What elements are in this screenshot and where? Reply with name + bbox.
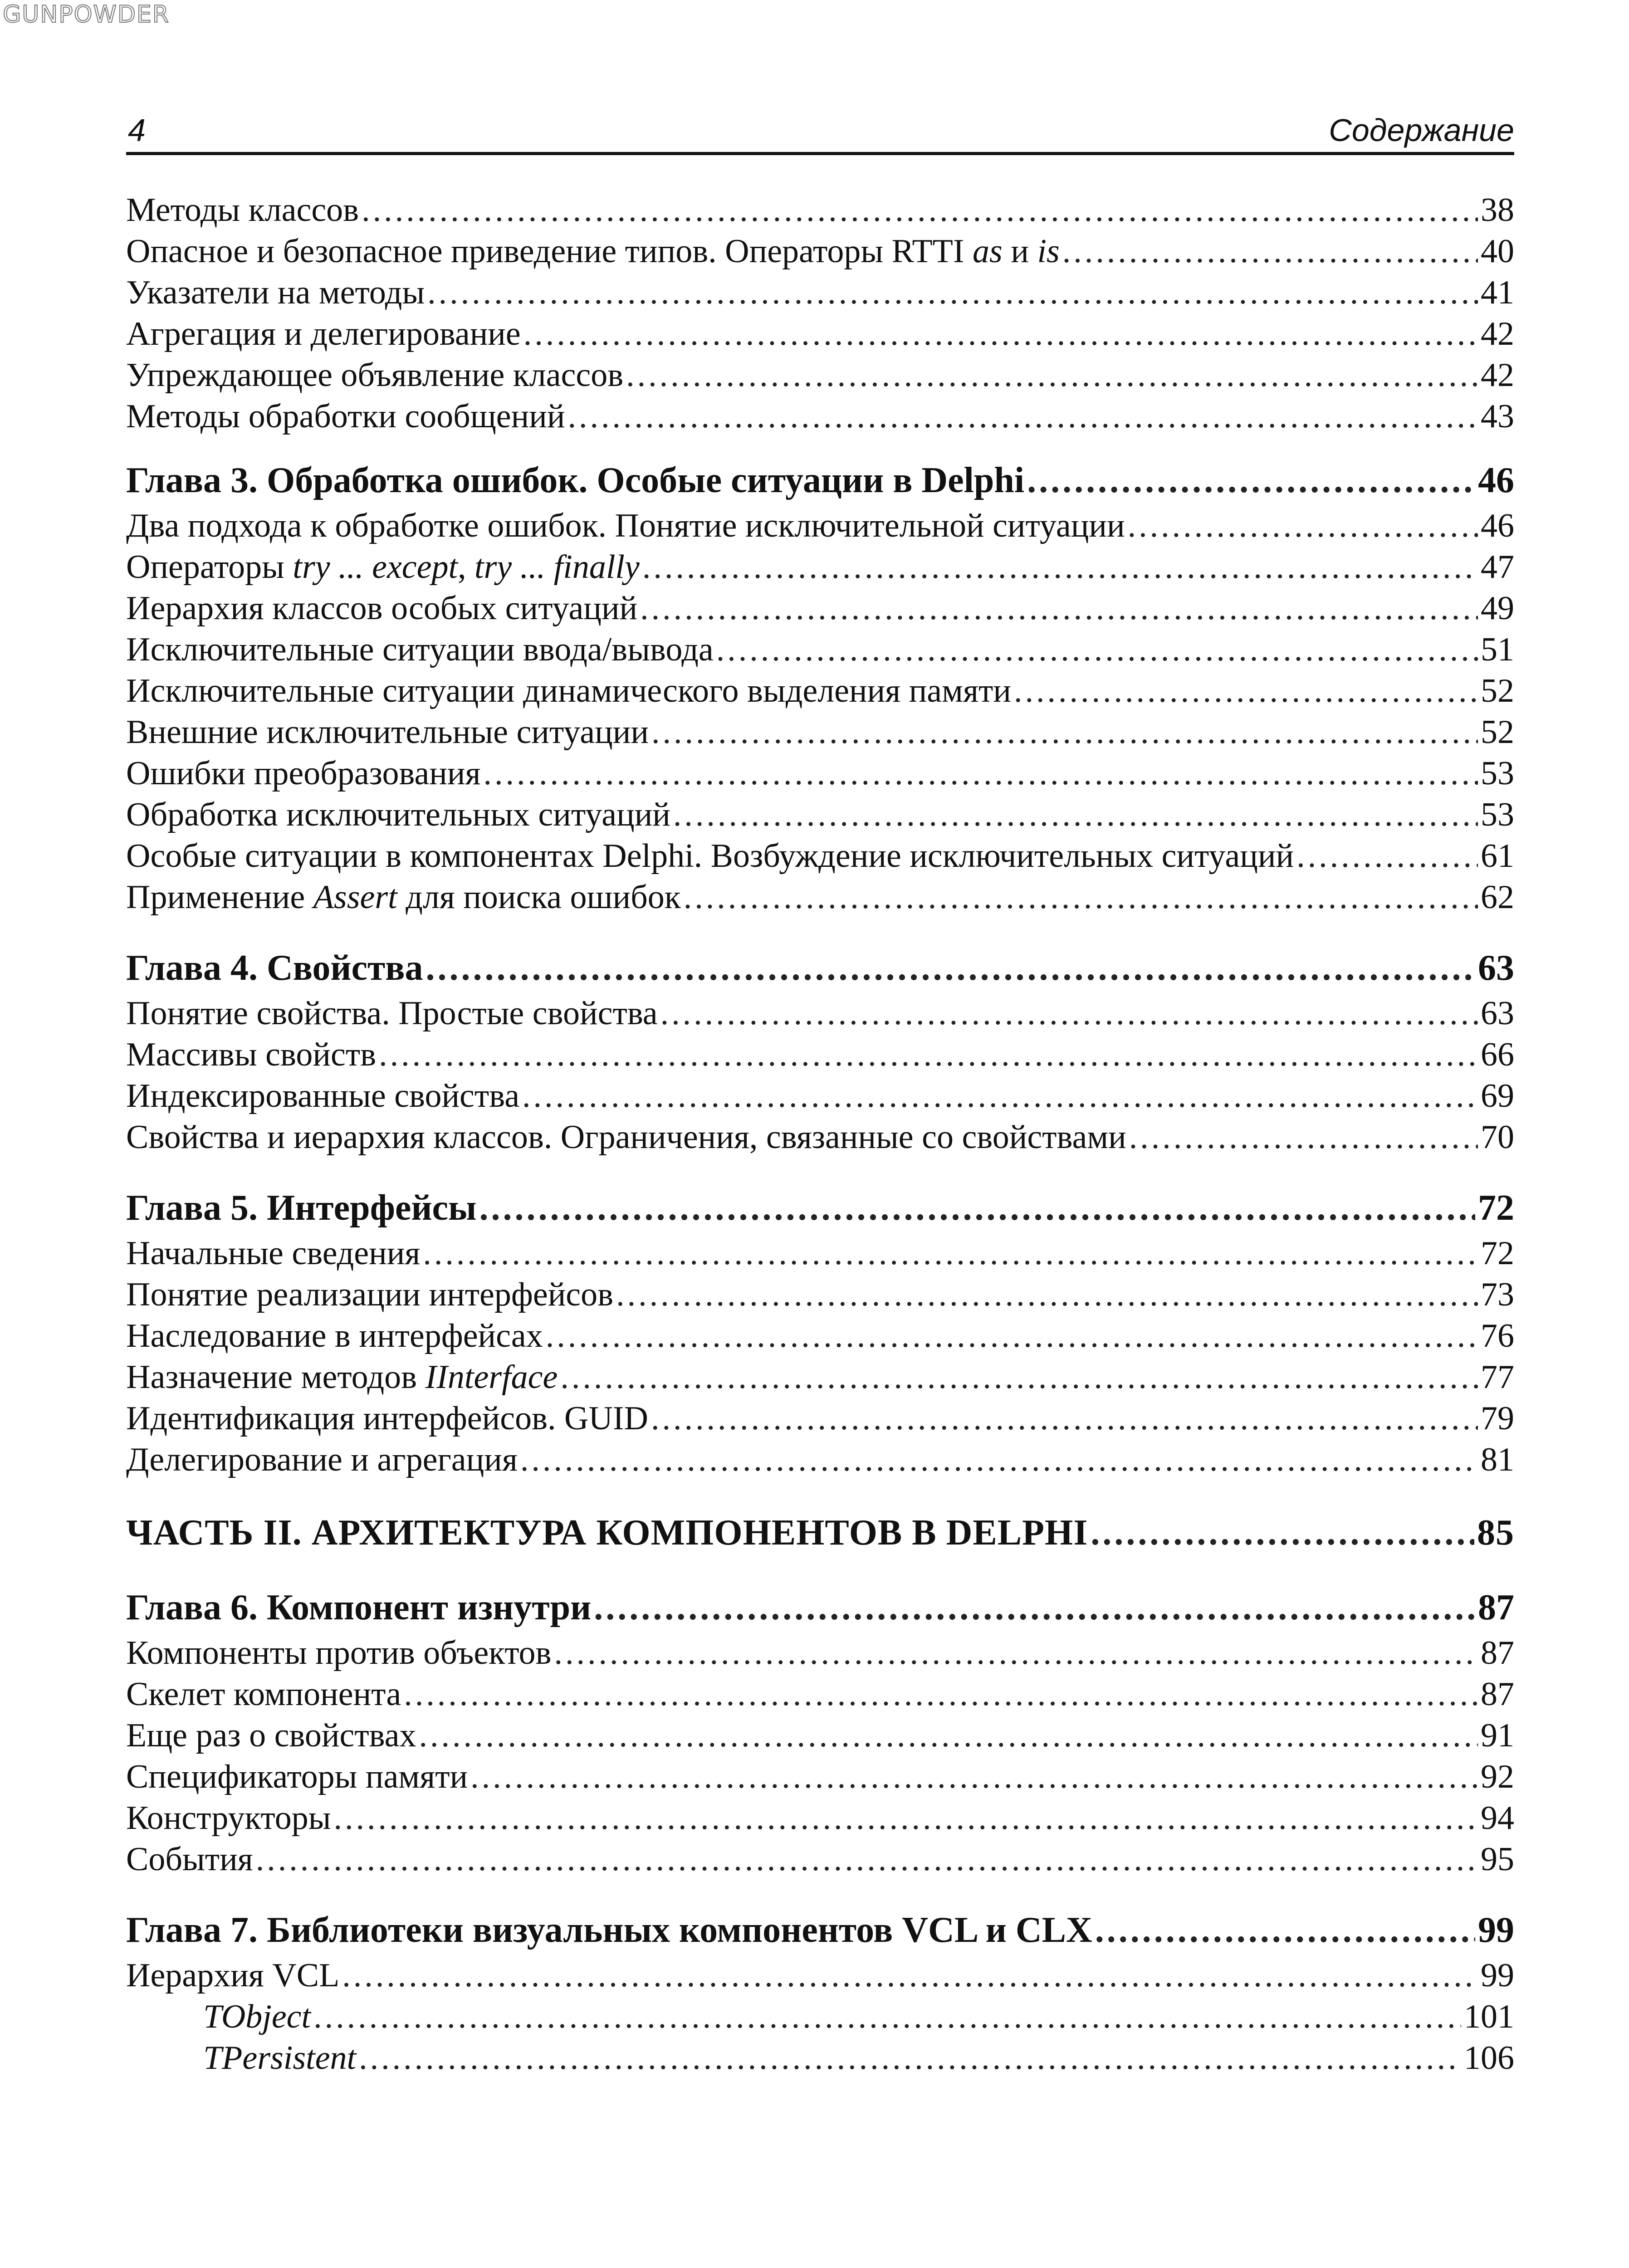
toc-entry-title: Свойства и иерархия классов. Ограничения, связанные со свойствами <box>126 1119 1126 1156</box>
leader-dots <box>560 1357 1478 1398</box>
toc-entry-title: Начальные сведения <box>126 1235 421 1272</box>
toc-page-number: 40 <box>1481 233 1514 270</box>
leader-dots <box>427 272 1478 313</box>
toc-subentry[interactable] <box>126 2038 1514 2079</box>
leader-dots <box>660 993 1478 1034</box>
toc-page-number: 76 <box>1481 1317 1514 1354</box>
toc-page-number: 49 <box>1481 590 1514 627</box>
toc-entry-title: Глава 7. Библиотеки визуальных компонентов VCL и CLX <box>126 1910 1092 1950</box>
toc-entry[interactable] <box>126 1756 1514 1798</box>
toc-entry[interactable] <box>126 753 1514 794</box>
toc-entry-title: Внешние исключительные ситуации <box>126 714 649 751</box>
toc-entry-title: Еще раз о свойствах <box>126 1717 416 1754</box>
toc-entry[interactable] <box>126 505 1514 547</box>
table-of-contents <box>126 190 1514 2079</box>
leader-dots <box>642 547 1478 588</box>
leader-dots <box>1091 1508 1474 1558</box>
toc-page-number: 41 <box>1481 274 1514 311</box>
toc-entry-title: Спецификаторы памяти <box>126 1758 468 1795</box>
toc-page-number: 99 <box>1478 1910 1514 1950</box>
leader-dots <box>567 396 1478 437</box>
toc-chapter[interactable] <box>126 455 1514 505</box>
toc-page-number: 73 <box>1481 1276 1514 1313</box>
toc-entry[interactable] <box>126 1075 1514 1117</box>
toc-entry-title: Назначение методов IInterface <box>126 1359 558 1396</box>
toc-entry[interactable] <box>126 794 1514 836</box>
toc-entry[interactable] <box>126 1034 1514 1075</box>
toc-entry-title: Компоненты против объектов <box>126 1634 552 1672</box>
toc-page-number: 46 <box>1481 507 1514 544</box>
leader-dots <box>1296 836 1478 877</box>
toc-entry[interactable] <box>126 993 1514 1034</box>
leader-dots <box>362 190 1478 231</box>
toc-page-number: 72 <box>1478 1188 1514 1228</box>
toc-entry-title: Упреждающее объявление классов <box>126 357 624 394</box>
leader-dots <box>379 1034 1478 1075</box>
toc-entry[interactable] <box>126 1357 1514 1398</box>
toc-page-number: 72 <box>1481 1235 1514 1272</box>
toc-entry-title: Применение Assert для поиска ошибок <box>126 879 681 916</box>
toc-page-number: 61 <box>1481 837 1514 875</box>
toc-entry-title: Два подхода к обработке ошибок. Понятие исключительной ситуации <box>126 507 1125 544</box>
toc-entry[interactable] <box>126 1233 1514 1274</box>
toc-entry[interactable] <box>126 1315 1514 1357</box>
toc-entry-title: Индексированные свойства <box>126 1077 520 1114</box>
toc-entry-title: Глава 4. Свойства <box>126 948 423 988</box>
toc-entry-title: Методы классов <box>126 191 359 229</box>
toc-page-number: 101 <box>1464 1998 1514 2035</box>
page-header <box>126 109 1514 155</box>
toc-entry[interactable] <box>126 877 1514 918</box>
toc-page-number: 52 <box>1481 714 1514 751</box>
toc-page-number: 42 <box>1481 315 1514 352</box>
toc-entry-title: Операторы try ... except, try ... finally <box>126 548 640 586</box>
leader-dots <box>651 712 1478 753</box>
toc-entry-title: События <box>126 1841 253 1878</box>
leader-dots <box>716 629 1478 670</box>
toc-entry-title: Особые ситуации в компонентах Delphi. Возбуждение исключительных ситуаций <box>126 837 1294 875</box>
toc-page-number: 79 <box>1481 1400 1514 1437</box>
toc-entry-title: TPersistent <box>203 2039 357 2077</box>
toc-entry[interactable] <box>126 272 1514 313</box>
toc-part[interactable] <box>126 1508 1514 1558</box>
leader-dots <box>479 1183 1476 1233</box>
toc-page-number: 63 <box>1478 948 1514 988</box>
toc-chapter[interactable] <box>126 1183 1514 1233</box>
toc-page-number: 70 <box>1481 1119 1514 1156</box>
toc-entry[interactable] <box>126 1439 1514 1481</box>
toc-entry-title: Иерархия VCL <box>126 1957 340 1994</box>
toc-entry[interactable] <box>126 190 1514 231</box>
toc-page-number: 47 <box>1481 548 1514 586</box>
toc-page-number: 42 <box>1481 357 1514 394</box>
toc-entry[interactable] <box>126 1798 1514 1839</box>
toc-entry-title: Понятие реализации интерфейсов <box>126 1276 614 1313</box>
leader-dots <box>1014 670 1478 712</box>
leader-dots <box>1062 231 1478 272</box>
toc-chapter[interactable] <box>126 943 1514 993</box>
toc-entry-title: Глава 5. Интерфейсы <box>126 1188 477 1228</box>
toc-entry-title: Наследование в интерфейсах <box>126 1317 543 1354</box>
toc-entry-title: Массивы свойств <box>126 1036 377 1073</box>
leader-dots <box>522 1075 1478 1117</box>
leader-dots <box>546 1315 1478 1357</box>
toc-entry[interactable] <box>126 547 1514 588</box>
toc-page-number: 92 <box>1481 1758 1514 1795</box>
toc-page-number: 63 <box>1481 995 1514 1032</box>
toc-entry-title: ЧАСТЬ II. АРХИТЕКТУРА КОМПОНЕНТОВ В DELPHI <box>126 1513 1088 1553</box>
leader-dots <box>419 1715 1478 1756</box>
page-number: 4 <box>128 112 146 148</box>
toc-entry-title: Глава 3. Обработка ошибок. Особые ситуации в Delphi <box>126 460 1025 500</box>
leader-dots <box>1095 1905 1475 1955</box>
leader-dots <box>594 1583 1475 1633</box>
toc-page-number: 95 <box>1481 1841 1514 1878</box>
leader-dots <box>673 794 1478 836</box>
toc-chapter[interactable] <box>126 1583 1514 1633</box>
leader-dots <box>470 1756 1478 1798</box>
toc-entry[interactable] <box>126 1839 1514 1880</box>
toc-entry[interactable] <box>126 396 1514 437</box>
toc-entry[interactable] <box>126 1633 1514 1674</box>
toc-subentry[interactable] <box>126 1996 1514 2038</box>
leader-dots <box>359 2038 1461 2079</box>
toc-entry-title: Понятие свойства. Простые свойства <box>126 995 658 1032</box>
toc-page-number: 43 <box>1481 398 1514 435</box>
toc-page-number: 87 <box>1481 1676 1514 1713</box>
toc-entry[interactable] <box>126 836 1514 877</box>
toc-entry-title: Агрегация и делегирование <box>126 315 521 352</box>
toc-page-number: 81 <box>1481 1441 1514 1478</box>
toc-entry-title: Обработка исключительных ситуаций <box>126 796 670 833</box>
toc-page-number: 38 <box>1481 191 1514 229</box>
toc-entry-title: Делегирование и агрегация <box>126 1441 518 1478</box>
toc-page-number: 66 <box>1481 1036 1514 1073</box>
leader-dots <box>554 1633 1478 1674</box>
toc-entry[interactable] <box>126 355 1514 396</box>
toc-page-number: 69 <box>1481 1077 1514 1114</box>
running-title: Содержание <box>1329 112 1514 148</box>
toc-page-number: 77 <box>1481 1359 1514 1396</box>
toc-entry-title: Методы обработки сообщений <box>126 398 565 435</box>
toc-page-number: 87 <box>1481 1634 1514 1672</box>
toc-page-number: 46 <box>1478 460 1514 500</box>
toc-page-number: 51 <box>1481 631 1514 668</box>
leader-dots <box>616 1274 1478 1315</box>
toc-entry[interactable] <box>126 313 1514 355</box>
leader-dots <box>1128 505 1478 547</box>
leader-dots <box>520 1439 1478 1481</box>
leader-dots <box>484 753 1478 794</box>
leader-dots <box>684 877 1478 918</box>
toc-entry-title: Конструкторы <box>126 1799 331 1837</box>
leader-dots <box>333 1798 1478 1839</box>
leader-dots <box>626 355 1478 396</box>
toc-entry[interactable] <box>126 1117 1514 1158</box>
toc-entry-title: Исключительные ситуации ввода/вывода <box>126 631 714 668</box>
toc-entry-title: Идентификация интерфейсов. GUID <box>126 1400 648 1437</box>
toc-entry-title: Глава 6. Компонент изнутри <box>126 1588 592 1628</box>
leader-dots <box>256 1839 1478 1880</box>
toc-entry[interactable] <box>126 670 1514 712</box>
toc-entry[interactable] <box>126 588 1514 629</box>
toc-entry[interactable] <box>126 1674 1514 1715</box>
leader-dots <box>313 1996 1461 2038</box>
watermark: GUNPOWDER <box>3 1 170 28</box>
leader-dots <box>1129 1117 1478 1158</box>
leader-dots <box>342 1955 1478 1996</box>
toc-entry-title: Указатели на методы <box>126 274 425 311</box>
toc-entry-title: Опасное и безопасное приведение типов. Операторы RTTI as и is <box>126 233 1060 270</box>
toc-page-number: 106 <box>1464 2039 1514 2077</box>
toc-page-number: 87 <box>1478 1588 1514 1628</box>
toc-entry-title: TObject <box>203 1998 311 2035</box>
toc-entry[interactable] <box>126 1715 1514 1756</box>
toc-entry-title: Иерархия классов особых ситуаций <box>126 590 638 627</box>
leader-dots <box>426 943 1476 993</box>
toc-page-number: 62 <box>1481 879 1514 916</box>
toc-page-number: 91 <box>1481 1717 1514 1754</box>
toc-chapter[interactable] <box>126 1905 1514 1955</box>
toc-entry-title: Скелет компонента <box>126 1676 401 1713</box>
leader-dots <box>640 588 1478 629</box>
toc-entry[interactable] <box>126 1398 1514 1439</box>
toc-page-number: 85 <box>1477 1513 1514 1553</box>
leader-dots <box>523 313 1478 355</box>
toc-entry[interactable] <box>126 629 1514 670</box>
toc-page-number: 53 <box>1481 796 1514 833</box>
toc-entry[interactable] <box>126 1955 1514 1996</box>
toc-entry[interactable] <box>126 1274 1514 1315</box>
toc-page-number: 53 <box>1481 755 1514 792</box>
toc-entry[interactable] <box>126 712 1514 753</box>
leader-dots <box>651 1398 1478 1439</box>
leader-dots <box>404 1674 1478 1715</box>
leader-dots <box>423 1233 1478 1274</box>
toc-entry-title: Ошибки преобразования <box>126 755 481 792</box>
toc-page-number: 52 <box>1481 672 1514 709</box>
toc-entry[interactable] <box>126 231 1514 272</box>
toc-entry-title: Исключительные ситуации динамического выделения памяти <box>126 672 1011 709</box>
toc-page-number: 94 <box>1481 1799 1514 1837</box>
leader-dots <box>1027 455 1475 505</box>
toc-page-number: 99 <box>1481 1957 1514 1994</box>
